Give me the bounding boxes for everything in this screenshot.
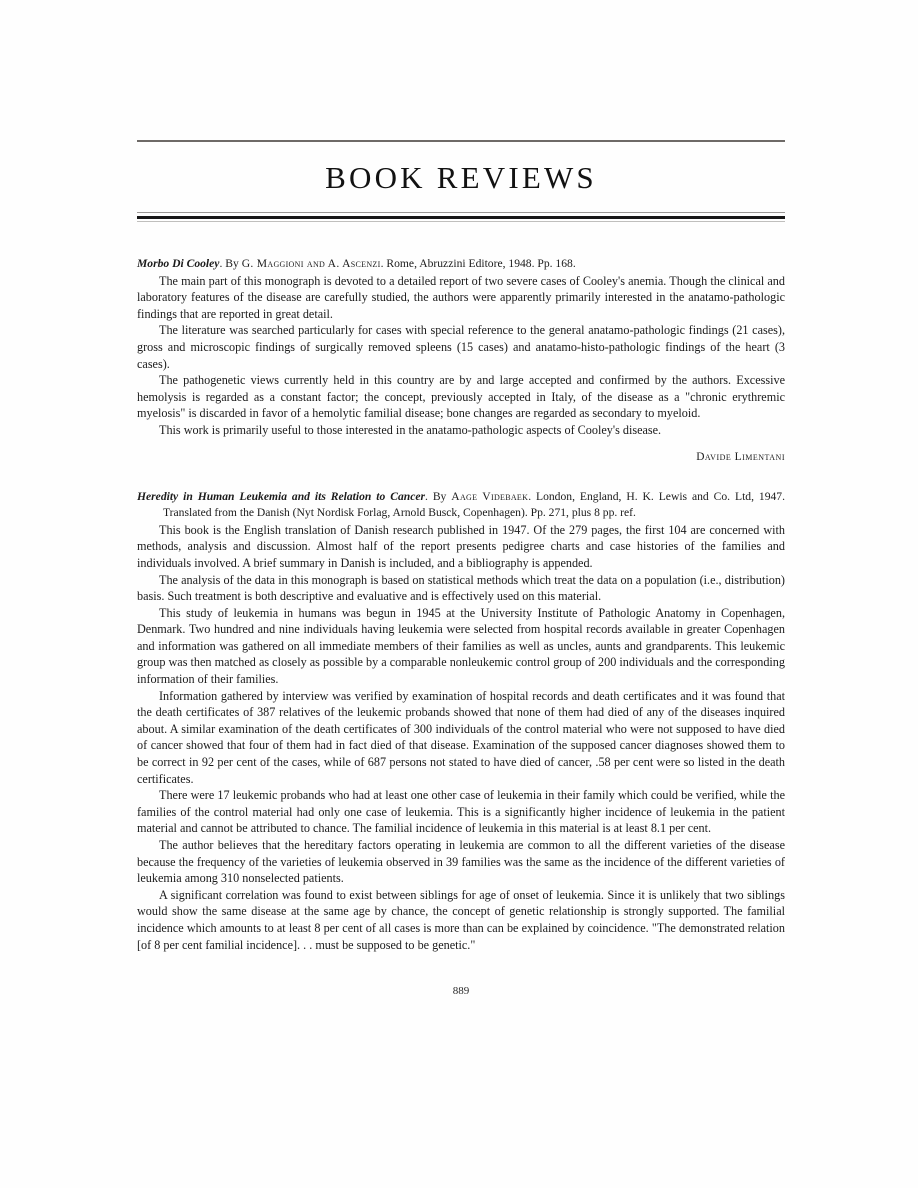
citation-line [137,489,785,522]
rule-thin-upper [137,212,785,213]
page-title: BOOK REVIEWS [325,160,597,195]
masthead-rule-top [137,140,785,142]
review-paragraph: The main part of this monograph is devoted to a detailed report of two severe cases of Cooley's anemia. Though the clinical and laboratory features of the disease are carefully studied, the authors were apparently primarily interested in the anatamo-pathologic findings that are reported in great detail. [137,273,785,321]
review-paragraph: The pathogenetic views currently held in this country are by and large accepted and confirmed by the authors. Excessive hemolysis is regarded as a constant factor; the concept, previously accepted in Italy, of the disease as a "chronic erythremic myelosis" is discarded in favor of a hemolytic familial disease; bone changes are regarded as secondary to myeloid. [137,373,785,421]
text-block [137,140,785,997]
reviewer-signature: Davide Limentani [696,450,785,463]
rule-thin-lower [137,221,785,222]
citation-authors: Aage Videbaek [451,489,529,503]
citation-imprint: . London, England, H. K. Lewis and Co. Ltd, 1947. Translated from the Danish (Nyt Nordisk Forlag, Arnold Busck, Copenhagen). Pp. 271, plus 8 pp. ref. [163,489,785,520]
book-review-entry [137,489,785,954]
review-paragraph: This work is primarily useful to those interested in the anatamo-pathologic aspects of Cooley's disease. [159,422,662,437]
review-paragraph: This study of leukemia in humans was begun in 1945 at the University Institute of Pathologic Anatomy in Copenhagen, Denmark. Two hundred and nine individuals having leukemia were selected from hospital records available in greater Copenhagen and information was gathered on all immediate members of their families as well as uncles, aunts and grandparents. This leukemic group was then matched as closely as possible by a comparable nonleukemic control group of 200 individuals and the corresponding information of their families. [137,605,785,687]
citation-by-label: . By [219,257,242,270]
review-paragraph: The analysis of the data in this monograph is based on statistical methods which treat the data on a population (i.e., distribution) basis. Such treatment is both descriptive and evaluative and is effectively used on this material. [137,572,785,604]
citation-line [137,256,785,273]
citation-title: Morbo Di Cooley [137,257,220,270]
review-paragraph: There were 17 leukemic probands who had at least one other case of leukemia in their family which could be verified, while the families of the control material had only one case of leukemia. This is a significantly higher incidence of leukemia in the patient material and cannot be attributed to chance. The familial incidence of leukemia in this material is at least 8.1 per cent. [137,788,785,836]
page-folio: 889 [452,985,470,997]
citation-authors: G. Maggioni and A. Ascenzi [241,257,381,270]
book-review-entry [137,256,785,463]
review-paragraph: A significant correlation was found to exist between siblings for age of onset of leukemia. Since it is unlikely that two siblings would show the same disease at the same age by chance, the concept of genetic relationship is strongly supported. The familial incidence which amounts to at least 8 per cent of all cases is more than can be explained by coincidence. "The demonstrated relation [of 8 per cent familial incidence]. . . must be supposed to be genetic." [137,887,785,952]
review-paragraph: The literature was searched particularly for cases with special reference to the general anatamo-pathologic findings (21 cases), gross and microscopic findings of surgically removed spleens (15 cases) and anatamo-histo-pathologic findings of the heart (3 cases). [137,323,785,371]
review-paragraph: The author believes that the hereditary factors operating in leukemia are common to all the different varieties of the disease because the frequency of the varieties of leukemia observed in 39 families was the same as the incidence of the different varieties of leukemia among 310 nonselected patients. [137,838,785,886]
citation-imprint: . Rome, Abruzzini Editore, 1948. Pp. 168. [380,257,576,270]
review-paragraph: This book is the English translation of Danish research published in 1947. Of the 279 pages, the first 104 are concerned with methods, analysis and discussion. Almost half of the report presents pedigree charts and case histories of the families and individuals involved. A brief summary in Danish is included, and a bibliography is appended. [137,522,785,570]
citation-by-label: . By [425,489,452,503]
masthead-rule-double [137,212,785,222]
citation-title: Heredity in Human Leukemia and its Relation to Cancer [137,489,425,503]
review-paragraph: Information gathered by interview was verified by examination of hospital records and death certificates and it was found that the death certificates of 387 relatives of the leukemic probands showed that none of them had died of any of the diseases inquired about. A similar examination of the death certificates of 300 individuals of the control material who were not supposed to have died of cancer showed that four of them had in fact died of that disease. Examination of the supposed cancer diagnoses showed them to be correct in 92 per cent of the cases, while of 687 persons not stated to have died of cancer, .58 per cent were so listed in the death certificates. [137,688,785,786]
